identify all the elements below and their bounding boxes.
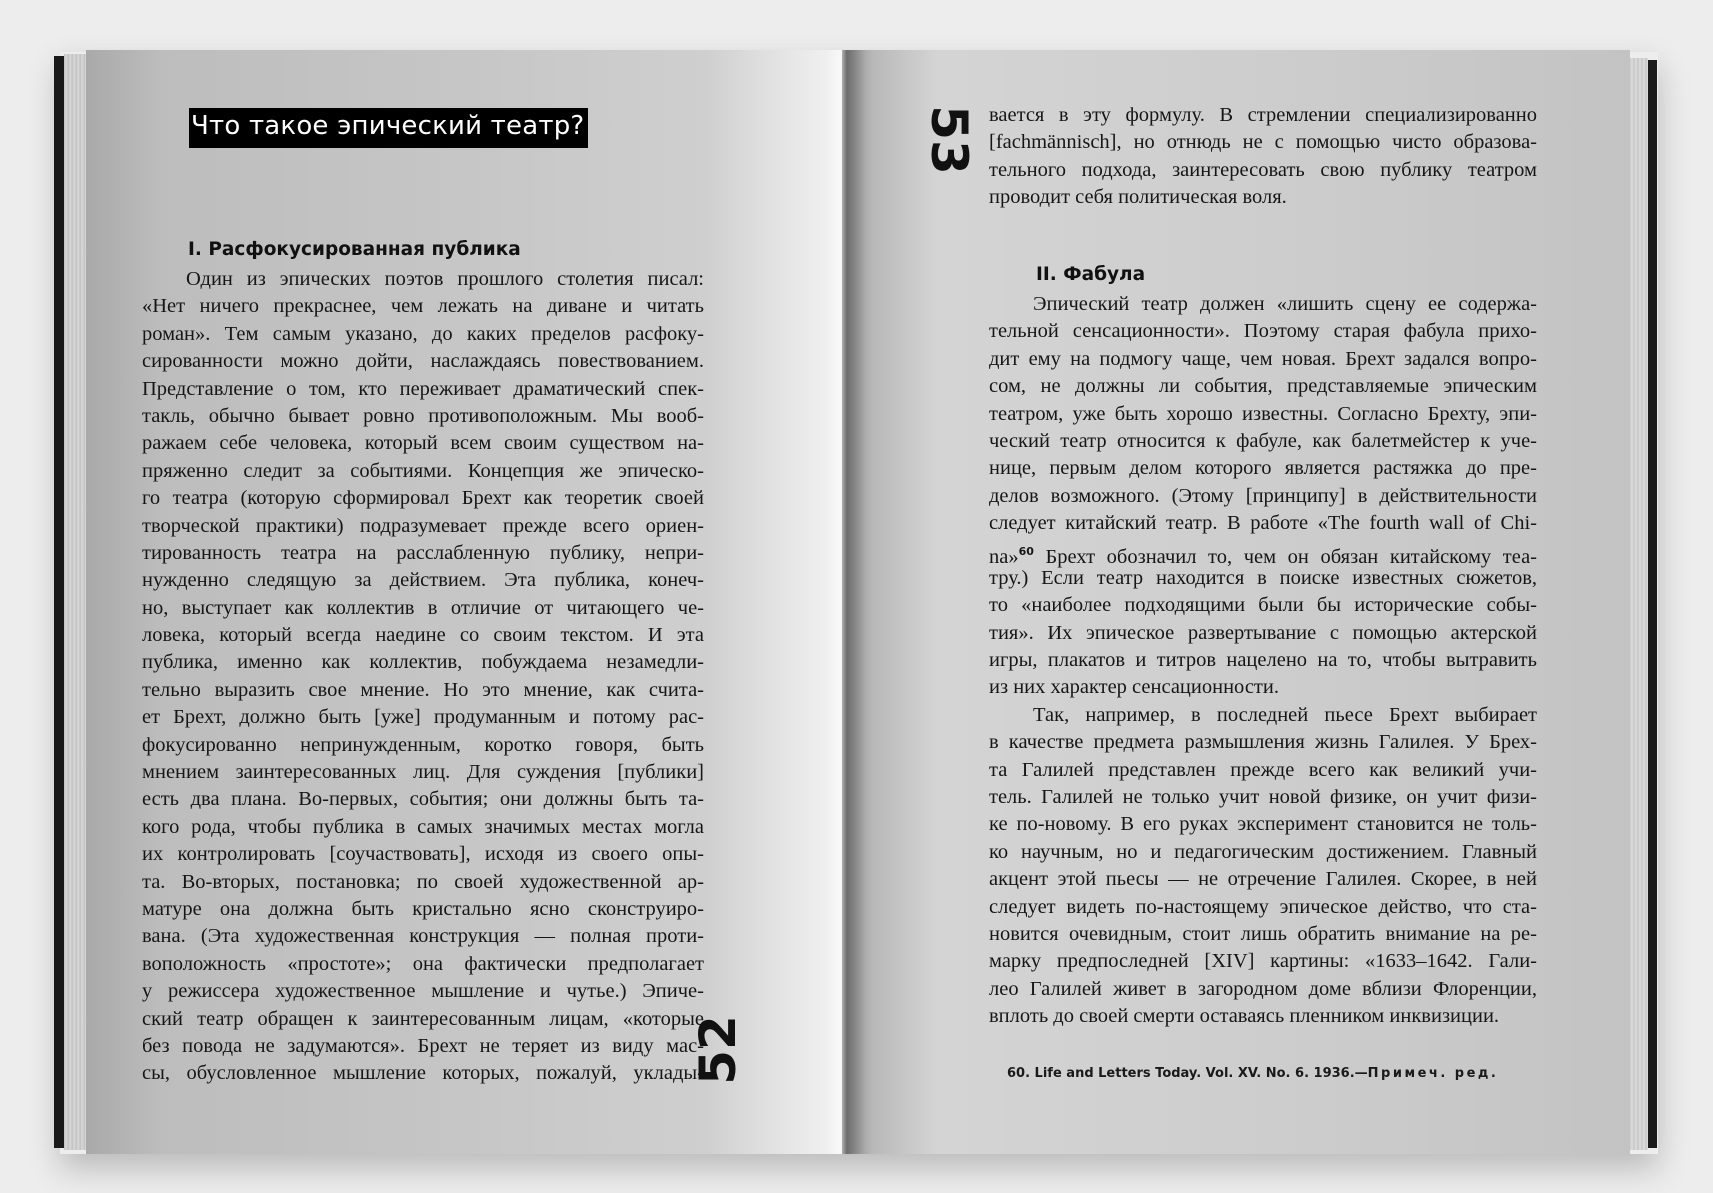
text-line: тельно выразить свое мнение. Но это мнение, как счита- (142, 678, 704, 701)
right-top-text (989, 102, 1537, 212)
line-part: Брехт обозначил то, чем он обязан китайскому теа- (1033, 545, 1537, 568)
text-line: Так, например, в последней пьесе Брехт выбирает (1033, 703, 1537, 726)
text-line: воположность «простоте»; она фактически предполагает (142, 952, 704, 975)
text-line: сы, обусловленное мышление которых, пожалуй, уклады- (142, 1062, 704, 1085)
footnote-marker[interactable]: 60 (1018, 544, 1034, 558)
text-line: фокусированно непринужденным, коротко говоря, быть (142, 733, 704, 756)
text-line: Эпический театр должен «лишить сцену ее содержа- (1033, 293, 1537, 315)
text-line: го театра (которую сформировал Брехт как теоретик своей (142, 487, 704, 510)
text-line: акцент этой пьесы — не отречение Галилея. Скорее, в ней (989, 868, 1537, 891)
text-line: тия». Их эпическое развертывание с помощью актерской (989, 621, 1537, 644)
text-line-footnote-ref (989, 538, 1537, 568)
text-line: Представление о том, кто переживает драматический спек- (142, 377, 704, 400)
text-line: тру.) Если театр находится в поиске известных сюжетов, (989, 566, 1537, 589)
page-number-right: 53 (920, 105, 978, 175)
text-line: новится очевидным, стоит лишь обратить внимание на ре- (989, 922, 1537, 945)
paragraph-2 (989, 702, 1537, 1031)
text-line: ловека, который всегда наедине со своим текстом. И эта (142, 624, 704, 647)
footnote-text: 60. Life and Letters Today. Vol. XV. No. 6. 1936.— (1007, 1066, 1368, 1081)
text-line: публика, именно как коллектив, побуждаема незамедли- (142, 651, 704, 674)
text-line: в качестве предмета размышления жизнь Галилея. У Брех- (989, 731, 1537, 754)
text-line: тельной сенсационности». Поэтому старая фабула прихо- (989, 320, 1537, 343)
text-line: сом, не должны ли события, представляемые эпическим (989, 375, 1537, 398)
text-line: матуре она должна быть кристально ясно сконструиро- (142, 897, 704, 920)
text-line: следует видеть по-настоящему эпическое действо, что ста- (989, 895, 1537, 918)
footnote (1007, 1066, 1498, 1081)
chapter-title: Что такое эпический театр? (189, 108, 588, 148)
text-line: ке по-новому. В его руках эксперимент становится не толь- (989, 813, 1537, 836)
text-line: мнением заинтересованных лиц. Для суждения [публики] (142, 761, 704, 784)
text-line: ческий театр относится к фабуле, как балетмейстер к уче- (989, 429, 1537, 452)
text-line: марку предпоследней [XIV] картины: «1633–1642. Гали- (989, 950, 1537, 973)
text-line: сированности можно дойти, наслаждаясь повествованием. (142, 350, 704, 373)
text-line: такль, обычно бывает ровно противоположным. Мы вооб- (142, 404, 704, 427)
text-line: та. Во-вторых, постановка; по своей художественной ар- (142, 870, 704, 893)
text-line: ражаем себе человека, который всем своим существом на- (142, 432, 704, 455)
text-line: ский театр обращен к заинтересованным лицам, «которые (142, 1007, 704, 1030)
right-body-text (989, 291, 1537, 1031)
section-heading-right: II. Фабула (1036, 264, 1146, 285)
text-line: следует китайский театр. В работе «The fourth wall of Chi- (989, 512, 1537, 535)
text-line: игры, плакатов и титров нацелено на то, чтобы вытравить (989, 649, 1537, 672)
paragraph-1-rest (989, 565, 1537, 702)
text-line: вплоть до своей смерти оставаясь пленником инквизиции. (989, 1005, 1500, 1028)
text-line: театром, уже быть хорошо известны. Согласно Брехту, эпи- (989, 402, 1537, 425)
text-line: Один из эпических поэтов прошлого столетия писал: (186, 268, 704, 290)
text-line: есть два плана. Во-первых, события; они должны быть та- (142, 788, 704, 811)
text-line: ко научным, но и педагогическим достижением. Главный (989, 840, 1537, 863)
text-line: кого рода, чтобы публика в самых значимых местах могла (142, 815, 704, 838)
book-gutter (826, 50, 866, 1154)
footnote-editor-note: Примеч. ред. (1367, 1066, 1499, 1081)
text-line: тель. Галилей не только учит новой физике, он учит физи- (989, 786, 1537, 809)
text-line: то «наиболее подходящими были бы исторические собы- (989, 594, 1537, 617)
page-number-left: 52 (689, 1015, 747, 1085)
text-line: ет Брехт, должно быть [уже] продуманным и потому рас- (142, 706, 704, 729)
text-line: но, выступает как коллектив в отличие от читающего че- (142, 596, 704, 619)
text-line: нужденно следящую за действием. Эта публика, конеч- (142, 569, 704, 592)
text-line: [fachmännisch], но отнюдь не с помощью чисто образова- (989, 131, 1537, 154)
text-line: пряженно следит за событиями. Концепция же эпическо- (142, 459, 704, 482)
section-heading-left: I. Расфокусированная публика (188, 239, 521, 260)
text-line: вана. (Эта художественная конструкция — полная проти- (142, 925, 704, 948)
text-line: делов возможного. (Этому [принципу] в действительности (989, 484, 1537, 507)
left-body-text (142, 266, 704, 1088)
text-line: проводит себя политическая воля. (989, 186, 1287, 209)
text-line: без повода не задумаются». Брехт не теряет из виду мас- (142, 1034, 704, 1057)
line-part: na» (989, 545, 1019, 568)
text-line: роман». Тем самым указано, до каких пределов расфоку- (142, 322, 704, 345)
text-line: из них характер сенсационности. (989, 676, 1279, 699)
text-line: дит ему на подмогу чаще, чем новая. Брехт задался вопро- (989, 347, 1537, 370)
text-line: вается в эту формулу. В стремлении специализированно (989, 104, 1537, 126)
text-line: у режиссера художественное мышление и чутье.) Эпиче- (142, 980, 704, 1003)
text-line: творческой практики) подразумевает прежде всего ориен- (142, 514, 704, 537)
text-line: та Галилей представлен прежде всего как великий учи- (989, 758, 1537, 781)
text-line: нице, первым делом которого является растяжка до пре- (989, 457, 1537, 480)
text-line: тельного подхода, заинтересовать свою публику театром (989, 158, 1537, 181)
text-line: тированность театра на расслабленную публику, непри- (142, 541, 704, 564)
paragraph-1 (989, 291, 1537, 538)
text-line: лео Галилей живет в загородном доме вблизи Флоренции, (989, 977, 1537, 1000)
text-line: их контролировать [соучаствовать], исходя из своего опы- (142, 843, 704, 866)
text-line: «Нет ничего прекраснее, чем лежать на диване и читать (142, 295, 704, 318)
